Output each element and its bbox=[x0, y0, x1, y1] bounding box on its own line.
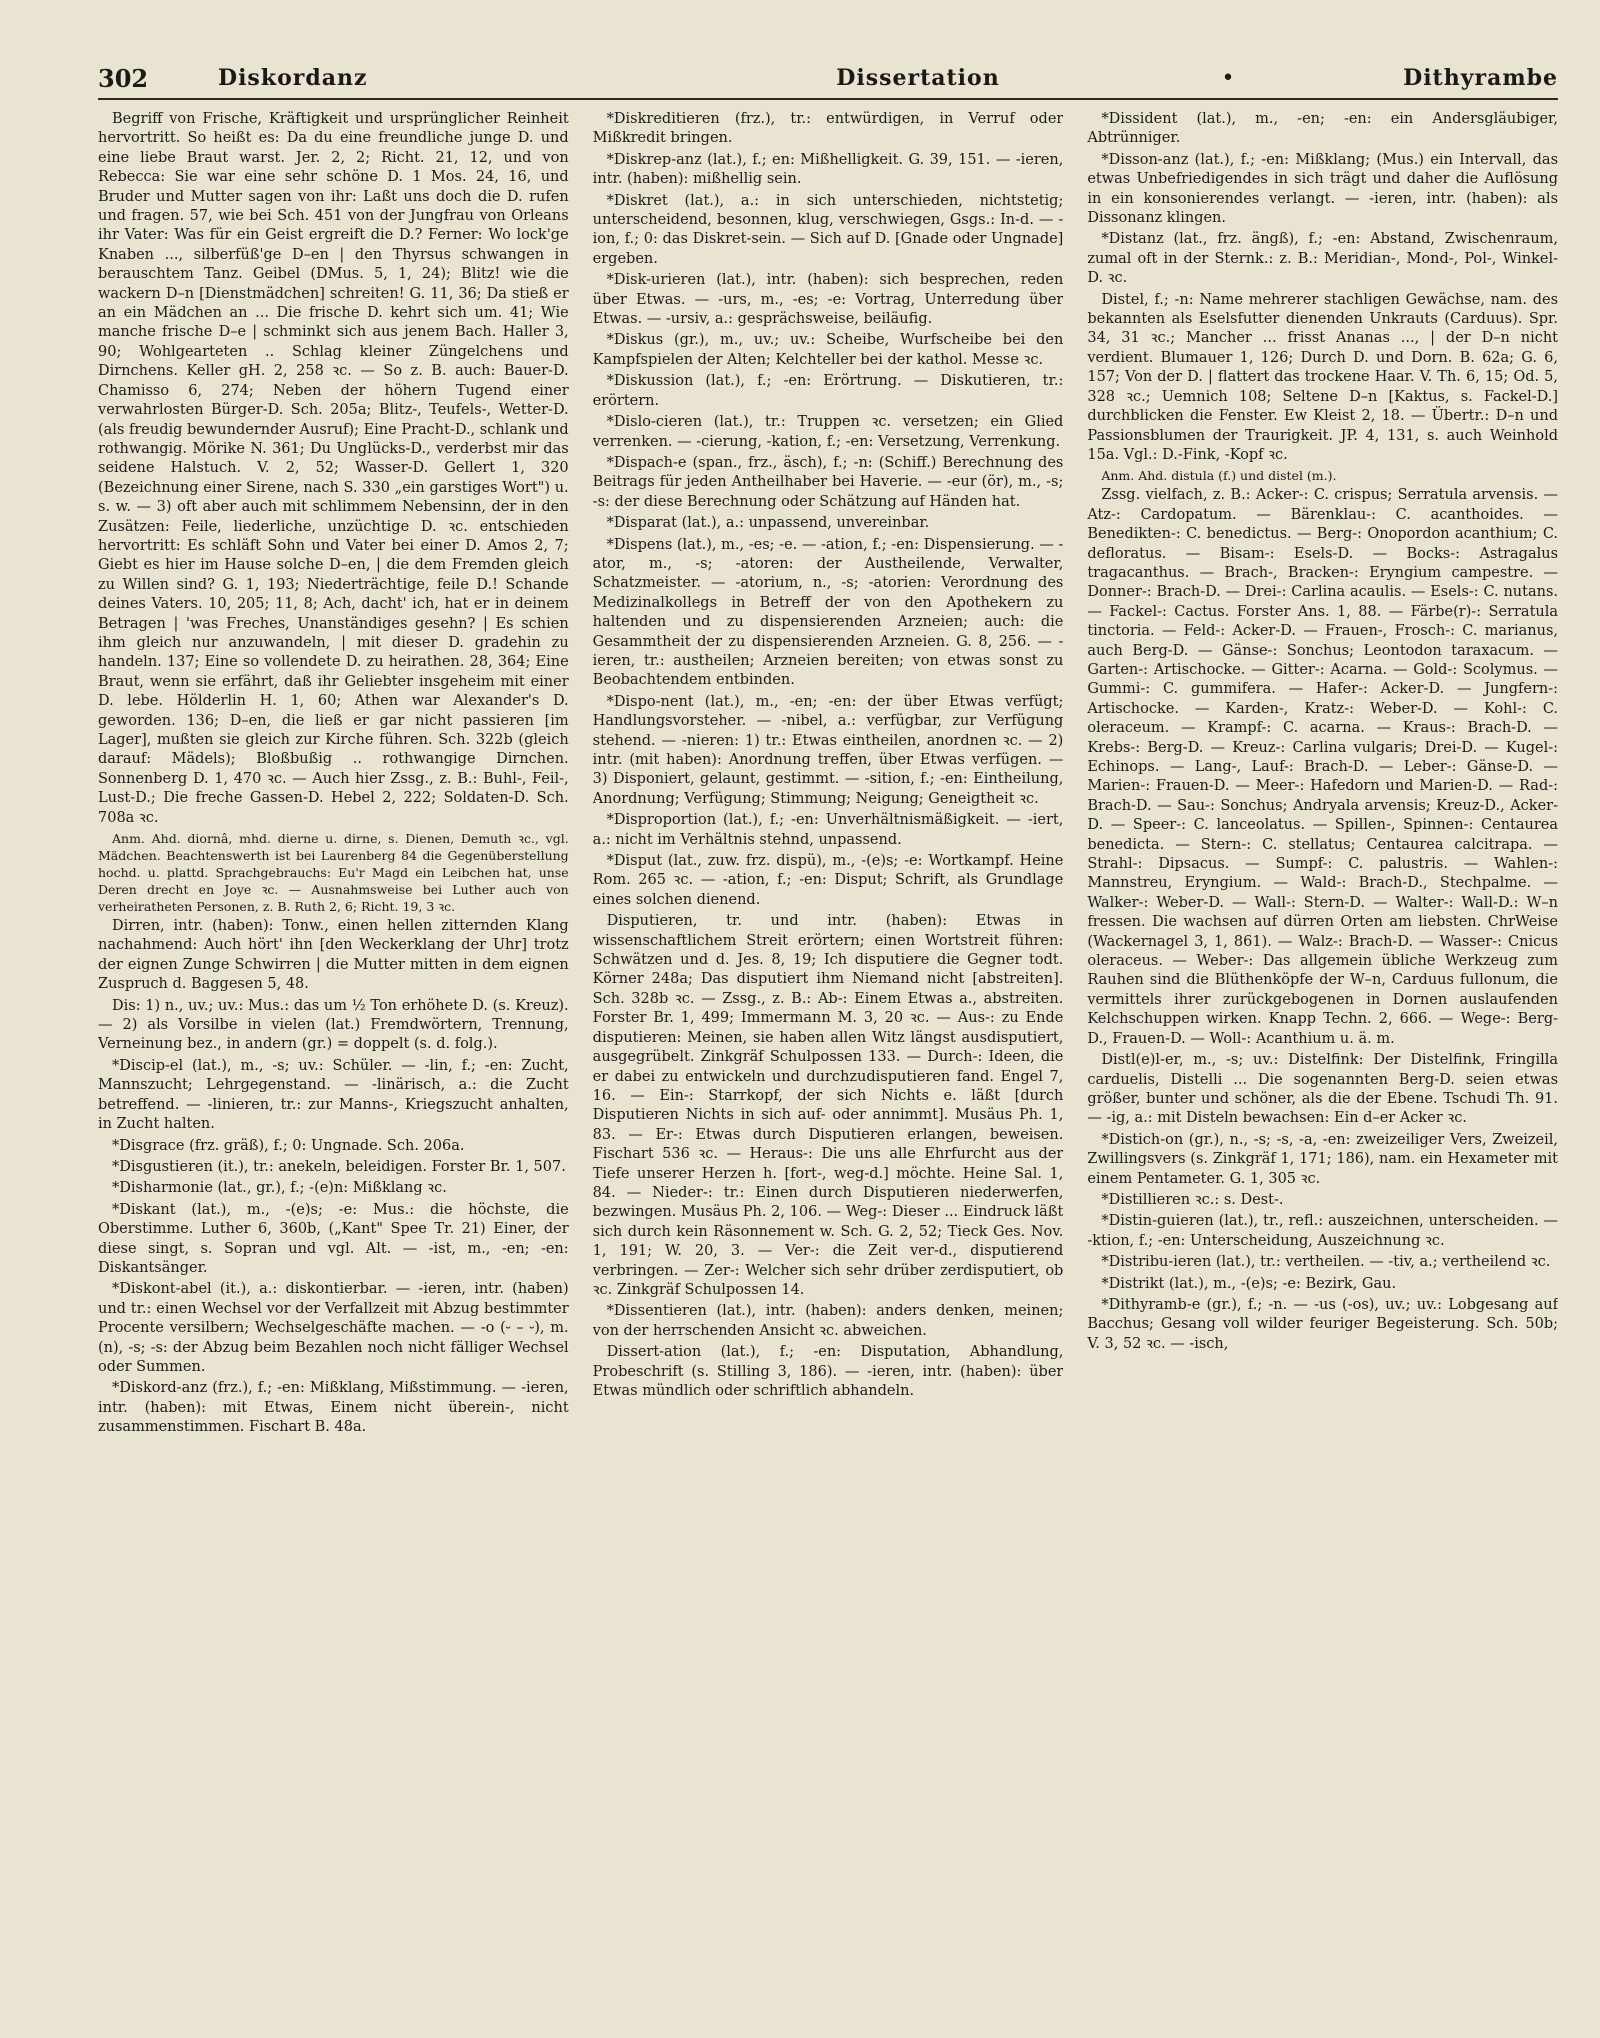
entry: Dirren, intr. (haben): Tonw., einen hellen zitternden Klang nachahmend: Auch hört' ihn [den Weckerklang der Uhr] trotz der eignen Zunge Schwirren | die Mutter mitten in dem eignen Zuspruch d. Baggesen 5, 48. bbox=[98, 918, 569, 993]
entry: *Disparat (lat.), a.: unpassend, unvereinbar. bbox=[606, 515, 930, 532]
entry: *Diskus (gr.), m., uv.; uv.: Scheibe, Wurfscheibe bei den Kampfspielen der Alten; Kelchteller bei der kathol. Messe ꝛc. bbox=[592, 332, 1064, 368]
entry: *Dithyramb-e (gr.), f.; -n. — -us (-os), uv.; uv.: Lobgesang auf Bacchus; Gesang voll wilder feuriger Begeisterung. Sch. 50b; V. 3, 52 ꝛc. — -isch, bbox=[1087, 1296, 1559, 1352]
entry: *Dissident (lat.), m., -en; -en: ein Andersgläubiger, Abtrünniger. bbox=[1087, 111, 1559, 147]
entry: *Distin-guieren (lat.), tr., refl.: auszeichnen, unterscheiden. — -ktion, f.; -en: Unterscheidung, Auszeichnung ꝛc. bbox=[1087, 1213, 1559, 1249]
entry: *Disgrace (frz. gräß), f.; 0: Ungnade. Sch. 206a. bbox=[112, 1137, 465, 1154]
entry: *Distrikt (lat.), m., -(e)s; -e: Bezirk, Gau. bbox=[1101, 1275, 1397, 1292]
entry: Disputieren, tr. und intr. (haben): Etwas in wissenschaftlichem Streit erörtern; einen Wortstreit führen: Schwätzen und d. Jes. 8, 19; Ich disputiere die Gegner todt. Körner 248a; Das disputiert ihm Niemand nicht [abstreiten]. Sch. 328b ꝛc. — Zssg., z. B.: Ab-: Einem Etwas a., abstreiten. Forster Br. 1, 499; Immermann M. 3, 20 ꝛc. — Aus-: zu Ende disputieren: Meinen, sie haben allen Witz längst ausdisputiert, ausgegrübelt. Zinkgräf Schulpossen 133. — Durch-: Ideen, die er dabei zu entwickeln und durchzudisputieren fand. Engel 7, 16. — Ein-: Starrkopf, der sich Nichts e. läßt [durch Disputieren Nichts in sich auf- oder annimmt]. Musäus Ph. 1, 83. — Er-: Etwas durch Disputieren erlangen, beweisen. Fischart 536 ꝛc. — Heraus-: Die uns alle Ehrfurcht aus der Tiefe unserer Herzen h. [fort-, weg-d.] möchte. Heine Sal. 1, 84. — Nieder-: tr.: Einen durch Disputieren niederwerfen, bezwingen. Musäus Ph. 2, 106. — Weg-: Dieser ... Eindruck läßt sich durch kein Räsonnement w. Sch. G. 2, 52; Tieck Ges. Nov. 1, 191; W. 20, 3. — Ver-: die Zeit ver-d., disputierend verbringen. — Zer-: Welcher sich sehr drüber zerdisputiert, ob ꝛc. Zinkgräf Schulpossen 14. bbox=[592, 913, 1064, 1298]
entry: *Distribu-ieren (lat.), tr.: vertheilen. — -tiv, a.; vertheilend ꝛc. bbox=[1101, 1254, 1551, 1271]
entry: *Diskret (lat.), a.: in sich unterschieden, nichtstetig; unterscheidend, besonnen, klug, verschwiegen, Gsgs.: In-d. — -ion, f.; 0: das Diskret-sein. — Sich auf D. [Gnade oder Ungnade] ergeben. bbox=[592, 192, 1064, 267]
entry: *Diskreditieren (frz.), tr.: entwürdigen, in Verruf oder Mißkredit bringen. bbox=[592, 111, 1064, 147]
entry: *Disgustieren (it.), tr.: anekeln, beleidigen. Forster Br. 1, 507. bbox=[112, 1158, 566, 1175]
entry: *Disproportion (lat.), f.; -en: Unverhältnismäßigkeit. — -iert, a.: nicht im Verhältnis stehnd, unpassend. bbox=[592, 812, 1064, 848]
entry: Distel, f.; -n: Name mehrerer stachligen Gewächse, nam. des bekannten als Eselsfutter dienenden Unkrauts (Carduus). Spr. 34, 31 ꝛc.; Mancher ... frisst Ananas ..., | der D–n nicht verdient. Blumauer 1, 126; Durch D. und Dorn. B. 62a; G. 6, 157; Von der D. | flattert das trockene Haar. V. Th. 6, 15; Od. 5, 328 ꝛc.; Uemnich 108; Seltene D–n [Kaktus, s. Fackel-D.] durchblicken die Fenster. Ew Kleist 2, 18. — Übertr.: D–n und Passionsblumen der Traurigkeit. JP. 4, 131, s. auch Weinhold 15a. Vgl.: D.-Fink, -Kopf ꝛc. bbox=[1087, 291, 1559, 463]
page-header bbox=[98, 58, 1558, 100]
entry: *Disk-urieren (lat.), intr. (haben): sich besprechen, reden über Etwas. — -urs, m., -es; -e: Vortrag, Unterredung über Etwas. — -ursiv, a.: gesprächsweise, beiläufig. bbox=[592, 272, 1064, 328]
entry: Begriff von Frische, Kräftigkeit und ursprünglicher Reinheit hervortritt. So heißt es: Da du eine freundliche junge D. und eine liebe Braut warst. Jer. 2, 2; Richt. 21, 12, und von Rebecca: Sie war eine sehr schöne D. 1 Mos. 24, 16, und Bruder und Mutter sagen von ihr: Laßt uns doch die D. rufen und fragen. 57, wie bei Sch. 451 von der Jungfrau von Orleans ihr Vater: Was für ein Geist ergreift die D.? Ferner: Wo lock'ge Knaben ..., silberfüß'ge D–en | den Thyrsus schwangen in berauschtem Tanz. Geibel (DMus. 5, 1, 24); Blitz! wie die wackern D–n [Dienstmädchen] schreiten! G. 11, 36; Da stieß er an ein Mädchen an ... Die frische D. kehrt sich um. 41; Wie manche frische D–e | schminkt sich aus jenem Bach. Haller 3, 90; Wohlgearteten .. Schlag kleiner Züngelchens und Dirnchens. Keller gH. 2, 258 ꝛc. — So z. B. auch: Bauer-D. Chamisso 6, 274; Neben der höhern Tugend einer verwahrlosten Bürger-D. Sch. 205a; Blitz-, Teufels-, Wetter-D. (als freudig bewundernder Ausruf); Eine Pracht-D., schlank und rothwangig. Mörike N. 361; Du Unglücks-D., verderbst mir das seidene Halstuch. V. 2, 52; Wasser-D. Gellert 1, 320 (Bezeichnung einer Sirene, nach S. 330 „ein garstiges Wort") u. s. w. — 3) oft aber auch mit schlimmem Nebensinn, der in den Zusätzen: Feile, liederliche, unzüchtige D. ꝛc. entschieden hervortritt: Es schläft Sohn und Vater bei einer D. Amos 2, 7; Giebt es hier im Hause solche D–en, | die dem Fremden gleich zu Willen sind? G. 1, 193; Niederträchtige, feile D.! Schande deines Vaters. 10, 205; 11, 8; Ach, dacht' ich, hat er in deinem Betragen | 'was Freches, Unanständiges gesehn? | Es schien ihm gleich nur anzuwandeln, | mit dieser D. gradehin zu handeln. 137; Eine so vollendete D. zu heirathen. 28, 364; Eine Braut, wenn sie erfährt, daß ihr Geliebter insgeheim mit einer D. lebe. Hölderlin H. 1, 60; Athen war Alexander's D. geworden. 136; D–en, die ließ er gar nicht passieren [im Lager], mußten sie gleich zur Kirche führen. Sch. 322b (gleich darauf: Mädels); Bloßbußig .. rothwangige Dirnchen. Sonnenberg D. 1, 470 ꝛc. — Auch hier Zssg., z. B.: Buhl-, Feil-, Lust-D.; Die freche Gassen-D. Hebel 2, 222; Soldaten-D. Sch. 708a ꝛc. bbox=[98, 111, 569, 826]
entry: *Distillieren ꝛc.: s. Dest-. bbox=[1101, 1191, 1284, 1208]
page-number: 302 bbox=[98, 63, 149, 93]
column-right bbox=[1087, 110, 1558, 1998]
entry: *Dispo-nent (lat.), m., -en; -en: der über Etwas verfügt; Handlungsvorsteher. — -nibel, a.: verfügbar, zur Verfügung stehend. — -nieren: 1) tr.: Etwas eintheilen, anordnen ꝛc. — 2) intr. (mit haben): Anordnung treffen, über Etwas verfügen. — 3) Disponiert, gelaunt, gestimmt. — -sition, f.; -en: Eintheilung, Anordnung; Verfügung; Stimmung; Neigung; Geneigtheit ꝛc. bbox=[592, 693, 1064, 807]
column-middle bbox=[593, 110, 1064, 1998]
entry-note: Anm. Ahd. diornâ, mhd. dierne u. dirne, s. Dienen, Demuth ꝛc., vgl. Mädchen. Beachtenswerth ist bei Laurenberg 84 die Gegenüberstellung hochd. u. plattd. Sprachgebrauchs: Eu'r Magd ein Leibchen hat, unse Deren drecht en Joye ꝛc. — Ausnahmsweise bei Luther auch von verheiratheten Personen, z. B. Ruth 2, 6; Richt. 19, 3 ꝛc. bbox=[98, 831, 569, 915]
entry: *Distich-on (gr.), n., -s; -s, -a, -en: zweizeiliger Vers, Zweizeil, Zwillingsvers (s. Zinkgräf 1, 171; 186), nam. ein Hexameter mit einem Pentameter. G. 1, 305 ꝛc. bbox=[1087, 1131, 1559, 1187]
header-separator: • bbox=[1221, 65, 1235, 91]
entry: *Diskord-anz (frz.), f.; -en: Mißklang, Mißstimmung. — -ieren, intr. (haben): mit Etwas, Einem nicht überein-, nicht zusammenstimmen. Fischart B. 48a. bbox=[98, 1380, 569, 1436]
entry: Distl(e)l-er, m., -s; uv.: Distelfink: Der Distelfink, Fringilla carduelis, Distelli ... Die sogenannten Berg-D. seien etwas größer, bunter und schöner, als die der Ebene. Tschudi Th. 91. — -ig, a.: mit Disteln bewachsen: Ein d–er Acker ꝛc. bbox=[1087, 1052, 1559, 1127]
header-left-word: Diskordanz bbox=[218, 65, 368, 91]
entry: *Disput (lat., zuw. frz. dispü), m., -(e)s; -e: Wortkampf. Heine Rom. 265 ꝛc. — -ation, f.; -en: Disput; Schrift, als Grundlage eines solchen dienend. bbox=[592, 853, 1064, 908]
entry: Dissert-ation (lat.), f.; -en: Disputation, Abhandlung, Probeschrift (s. Stilling 3, 186). — -ieren, intr. (haben): über Etwas mündlich oder schriftlich abhandeln. bbox=[592, 1344, 1064, 1399]
entry: *Disharmonie (lat., gr.), f.; -(e)n: Mißklang ꝛc. bbox=[112, 1180, 447, 1197]
entry: *Diskussion (lat.), f.; -en: Erörtrung. — Diskutieren, tr.: erörtern. bbox=[592, 373, 1064, 409]
entry: *Diskrep-anz (lat.), f.; en: Mißhelligkeit. G. 39, 151. — -ieren, intr. (haben): mißhellig sein. bbox=[592, 151, 1064, 188]
entry-note: Anm. Ahd. distula (f.) und distel (m.). bbox=[1101, 468, 1337, 484]
entry: *Dispens (lat.), m., -es; -e. — -ation, f.; -en: Dispensierung. — -ator, m., -s; -atoren: der Austheilende, Verwalter, Schatzmeister. — -atorium, n., -s; -atorien: Verordnung des Medizinalkollegs in Betreff der von den Apothekern zu haltenden und zu dispensierenden Arzneien; auch: die Gesammtheit der zu dispensierenden Arzneien. G. 8, 256. — -ieren, tr.: austheilen; Arzneien bereiten; von etwas sonst zu Beobachtendem entbinden. bbox=[592, 536, 1064, 689]
text-columns bbox=[98, 110, 1558, 1998]
column-left bbox=[98, 110, 569, 1998]
entry: Zssg. vielfach, z. B.: Acker-: C. crispus; Serratula arvensis. — Atz-: Cardopatum. — Bärenklau-: C. acanthoides. — Benedikten-: C. benedictus. — Berg-: Onopordon acanthium; C. defloratus. — Bisam-: Esels-D. — Bocks-: Astragalus tragacanthus. — Brach-, Bracken-: Eryngium campestre. — Donner-: Brach-D. — Drei-: Carlina acaulis. — Esels-: C. nutans. — Fackel-: Cactus. Forster Ans. 1, 88. — Färbe(r)-: Serratula tinctoria. — Feld-: Acker-D. — Frauen-, Frosch-: C. marianus, auch Berg-D. — Gänse-: Sonchus; Leontodon taraxacum. — Garten-: Artischocke. — Gitter-: Acarna. — Gold-: Scolymus. — Gummi-: C. gummifera. — Hafer-: Acker-D. — Jungfern-: Artischocke. — Karden-, Kratz-: Weber-D. — Kohl-: C. oleraceum. — Krampf-: C. acarna. — Kraus-: Brach-D. — Krebs-: Berg-D. — Kreuz-: Carlina vulgaris; Drei-D. — Kugel-: Echinops. — Lang-, Lauf-: Brach-D. — Leber-: Gänse-D. — Marien-: Frauen-D. — Meer-: Hafedorn und Marien-D. — Rad-: Brach-D. — Sau-: Sonchus; Andryala arvensis; Kreuz-D., Acker-D. — Speer-: C. lanceolatus. — Spillen-, Spinnen-: Centaurea benedicta. — Stern-: C. stellatus; Centaurea calcitrapa. — Strahl-: Dipsacus. — Sumpf-: C. palustris. — Wahlen-: Mannstreu, Eryngium. — Wald-: Brach-D., Stechpalme. — Walker-: Weber-D. — Wall-: Stern-D. — Walter-: Wall-D.: W–n fressen. Die wachsen auf dürren Orten am liebsten. ChrWeise (Wackernagel 3, 1, 861). — Walz-: Brach-D. — Wasser-: Cnicus oleraceus. — Weber-: Das allgemein übliche Werkzeug zum Rauhen sind die Blüthenköpfe der W–n, Carduus fullonum, die vermittels ihrer zurückgebogenen in Dornen auslaufenden Kelchschuppen wirken. Knapp Techn. 2, 666. — Wege-: Berg-D., Frauen-D. — Woll-: Acanthium u. ä. m. bbox=[1087, 487, 1559, 1047]
entry: *Distanz (lat., frz. ängß), f.; -en: Abstand, Zwischenraum, zumal oft in der Sternk.: z. B.: Meridian-, Mond-, Pol-, Winkel-D. ꝛc. bbox=[1087, 231, 1559, 287]
header-center-word: Dissertation bbox=[836, 65, 1000, 91]
entry: *Diskont-abel (it.), a.: diskontierbar. — -ieren, intr. (haben) und tr.: einen Wechsel vor der Verfallzeit mit Abzug bestimmter Procente versilbern; Wechselgeschäfte machen. — -o (⏑ – ⏑), m. (n), -s; -s: der Abzug beim Bezahlen noch nicht fälliger Wechsel oder Summen. bbox=[98, 1281, 569, 1375]
entry: *Dispach-e (span., frz., äsch), f.; -n: (Schiff.) Berechnung des Beitrags für jeden Antheilhaber bei Haverie. — -eur (ör), m., -s; -s: der diese Berechnung oder Schätzung auf Händen hat. bbox=[592, 454, 1064, 510]
entry: Dis: 1) n., uv.; uv.: Mus.: das um ½ Ton erhöhete D. (s. Kreuz). — 2) als Vorsilbe in vielen (lat.) Fremdwörtern, Trennung, Verneinung bez., in andern (gr.) = doppelt (s. d. folg.). bbox=[98, 997, 569, 1053]
entry: *Discip-el (lat.), m., -s; uv.: Schüler. — -lin, f.; -en: Zucht, Mannszucht; Lehrgegenstand. — -linärisch, a.: die Zucht betreffend. — -linieren, tr.: zur Manns-, Kriegszucht anhalten, in Zucht halten. bbox=[98, 1057, 569, 1133]
entry: *Diskant (lat.), m., -(e)s; -e: Mus.: die höchste, die Oberstimme. Luther 6, 360b, („Kant" Spee Tr. 21) Einer, der diese singt, s. Sopran und vgl. Alt. — -ist, m., -en; -en: Diskantsänger. bbox=[98, 1201, 569, 1276]
entry: *Dissentieren (lat.), intr. (haben): anders denken, meinen; von der herrschenden Ansicht ꝛc. abweichen. bbox=[592, 1303, 1064, 1339]
header-right-word: Dithyrambe bbox=[1403, 65, 1558, 91]
entry: *Disson-anz (lat.), f.; -en: Mißklang; (Mus.) ein Intervall, das etwas Unbefriedigendes in sich trägt und daher die Auflösung in ein konsonierendes verlangt. — -ieren, intr. (haben): als Dissonanz klingen. bbox=[1087, 151, 1559, 227]
entry: *Dislo-cieren (lat.), tr.: Truppen ꝛc. versetzen; ein Glied verrenken. — -cierung, -kation, f.; -en: Versetzung, Verrenkung. bbox=[592, 414, 1064, 450]
